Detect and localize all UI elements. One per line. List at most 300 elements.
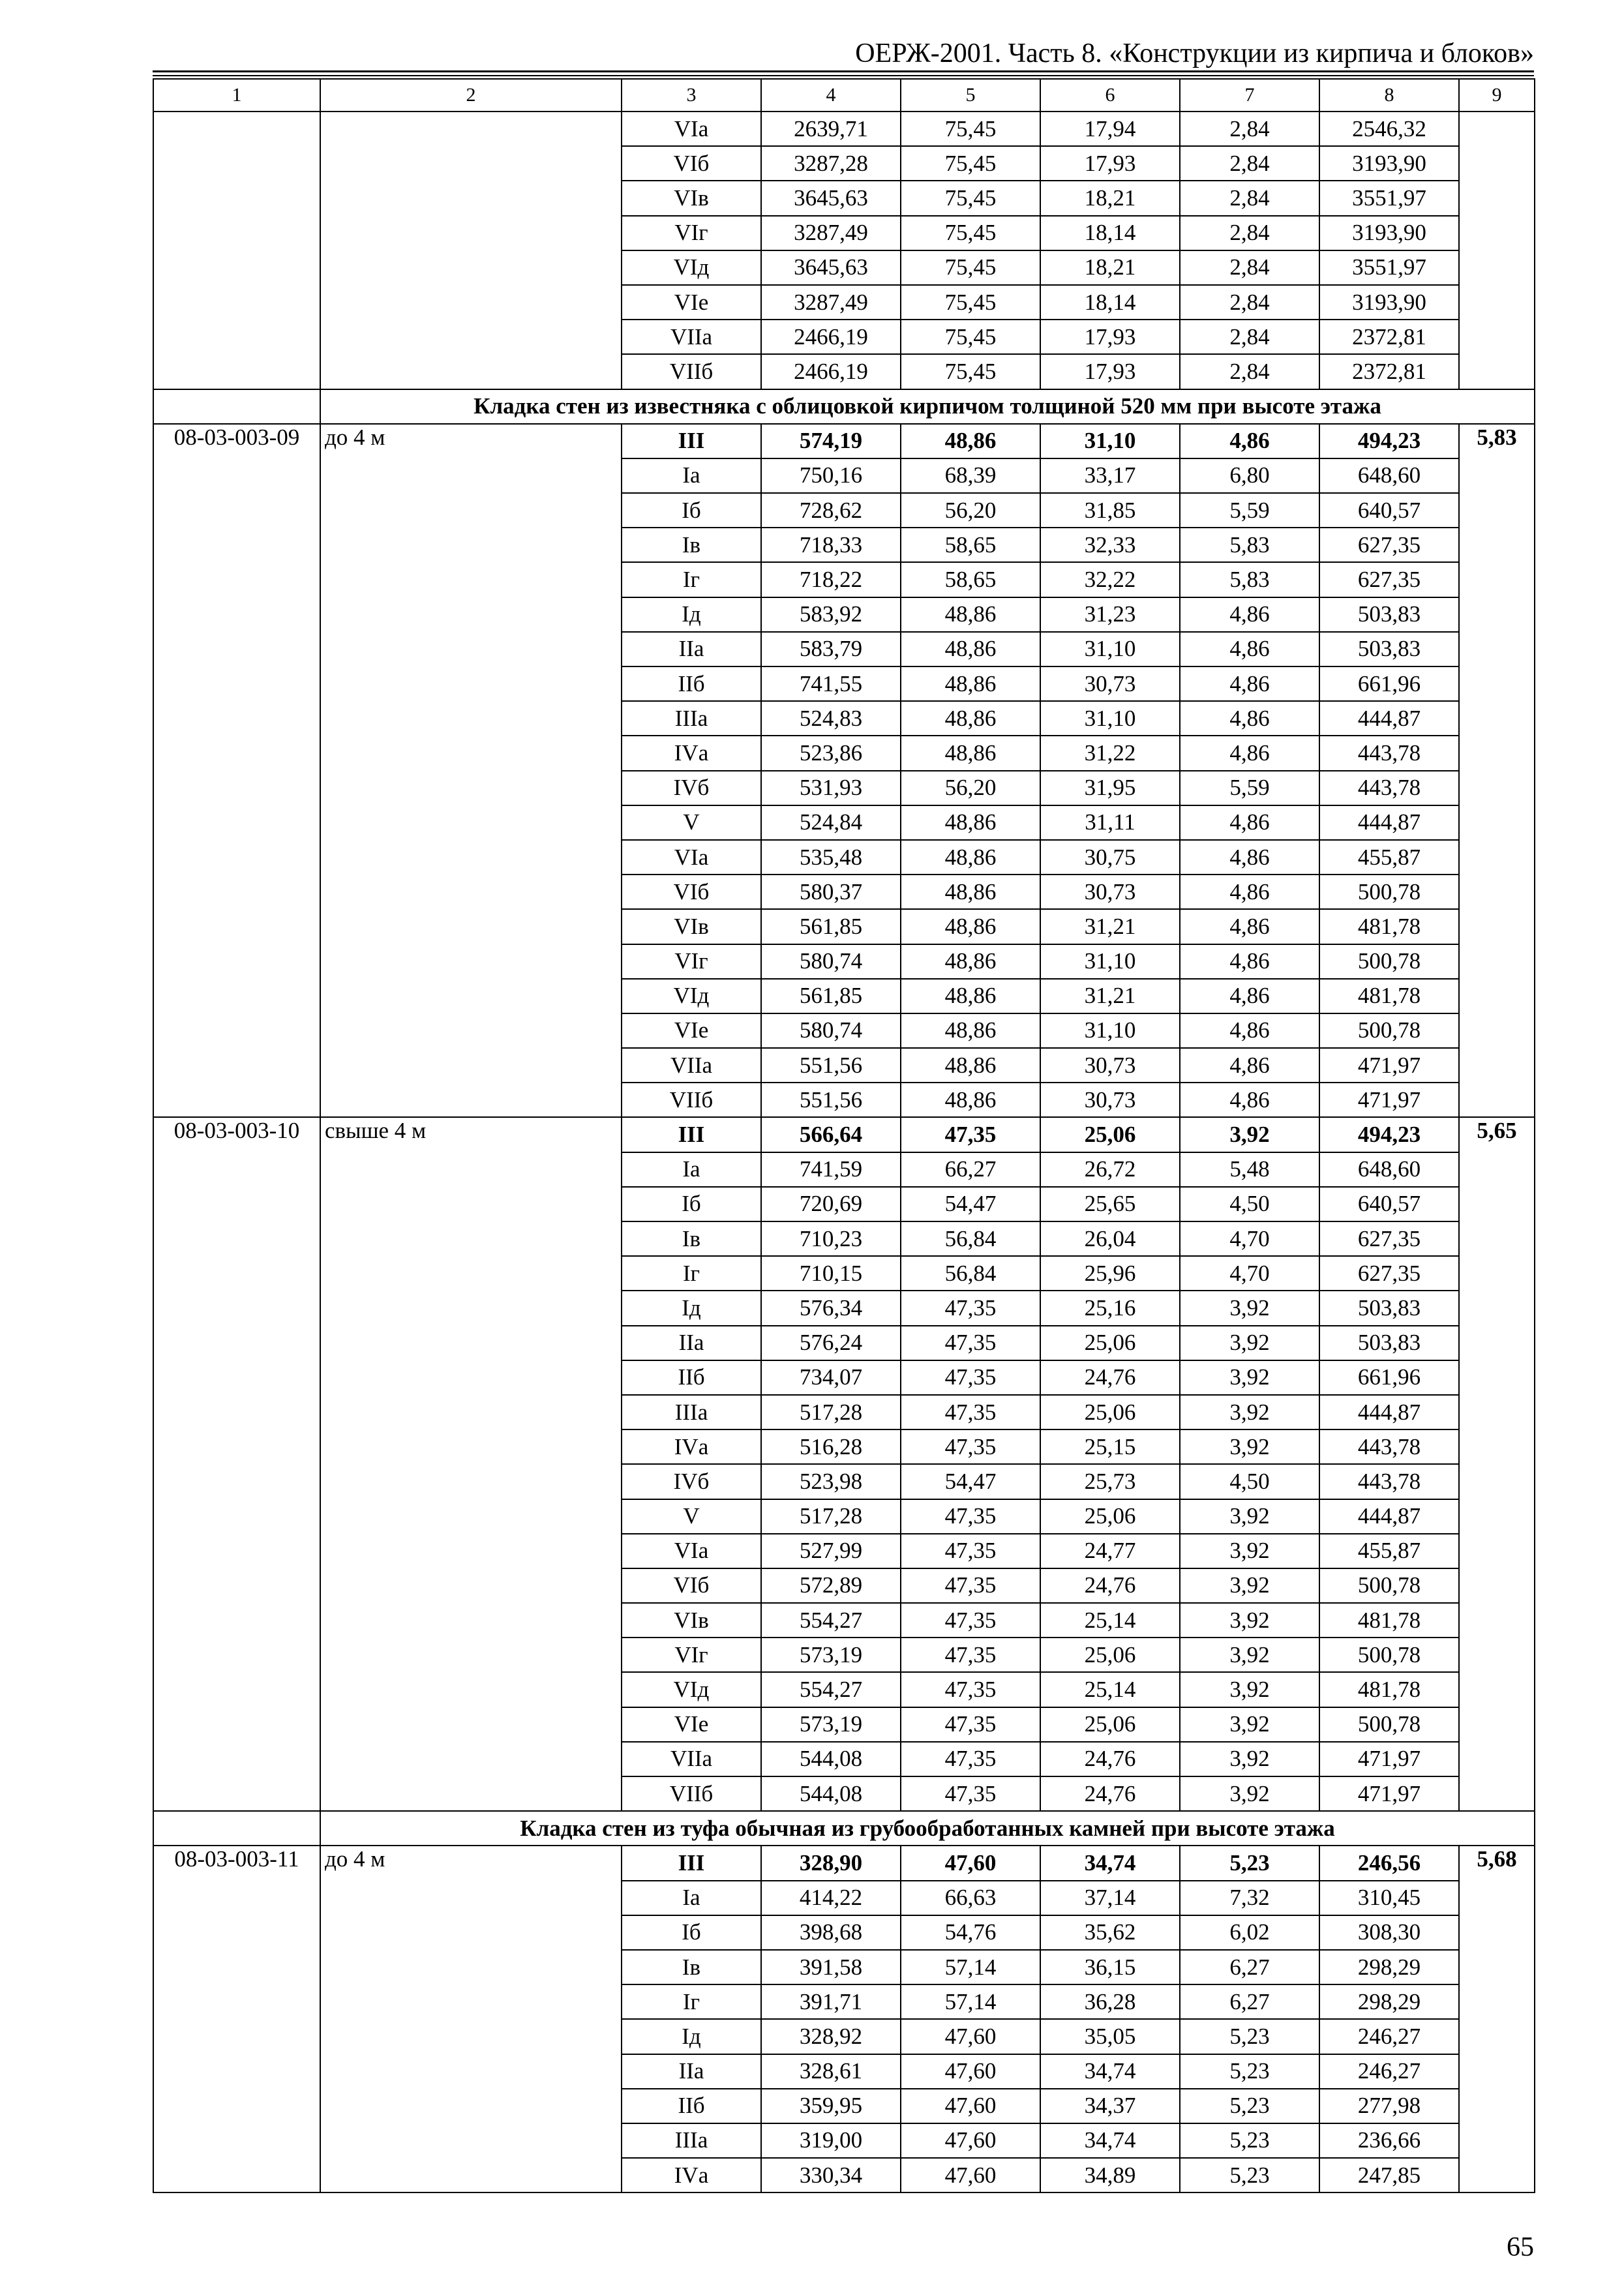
column-number-row (153, 79, 1535, 112)
value-cell: 277,98 (1319, 2089, 1459, 2123)
value-cell: 3,92 (1180, 1360, 1319, 1395)
zone-cell: Iб (622, 1915, 761, 1950)
value-cell: 4,86 (1180, 979, 1319, 1013)
value-cell: 443,78 (1319, 1429, 1459, 1464)
column-number: 7 (1180, 79, 1319, 112)
value-cell: 4,86 (1180, 632, 1319, 666)
zone-cell: Iд (622, 2019, 761, 2054)
zone-cell: VIв (622, 181, 761, 215)
zone-cell: IIб (622, 666, 761, 701)
value-cell: 31,95 (1040, 771, 1180, 805)
value-cell: 328,61 (761, 2054, 901, 2089)
value-cell: 6,27 (1180, 1984, 1319, 2019)
value-cell: 2466,19 (761, 354, 901, 389)
value-cell: 36,28 (1040, 1984, 1180, 2019)
value-cell: 34,74 (1040, 1846, 1180, 1880)
value-cell: 34,74 (1040, 2123, 1180, 2158)
value-cell: 56,84 (901, 1221, 1040, 1256)
value-cell: 47,35 (901, 1395, 1040, 1429)
value-cell: 503,83 (1319, 1291, 1459, 1325)
value-cell: 640,57 (1319, 1187, 1459, 1221)
value-cell: 75,45 (901, 285, 1040, 320)
value-cell: 25,06 (1040, 1395, 1180, 1429)
page-number: 65 (1507, 2232, 1534, 2262)
value-cell: 2,84 (1180, 320, 1319, 354)
value-cell: 4,86 (1180, 701, 1319, 736)
zone-cell: IVб (622, 771, 761, 805)
value-cell: 47,35 (901, 1326, 1040, 1360)
zone-cell: Iв (622, 1950, 761, 1984)
value-cell: 25,16 (1040, 1291, 1180, 1325)
value-cell: 3,92 (1180, 1707, 1319, 1742)
rate-code: 08-03-003-11 (153, 1846, 320, 2192)
value-cell: 574,19 (761, 424, 901, 458)
value-cell: 246,27 (1319, 2019, 1459, 2054)
value-cell: 47,35 (901, 1429, 1040, 1464)
labor-cost-cell: 5,65 (1459, 1117, 1535, 1811)
value-cell: 580,74 (761, 1013, 901, 1048)
section-heading: Кладка стен из туфа обычная из грубообработанных камней при высоте этажа (320, 1811, 1535, 1846)
table-row (153, 1117, 1535, 1152)
value-cell: 455,87 (1319, 1534, 1459, 1568)
value-cell: 25,14 (1040, 1603, 1180, 1638)
value-cell: 3,92 (1180, 1672, 1319, 1707)
zone-cell: Iд (622, 597, 761, 632)
zone-cell: VIв (622, 1603, 761, 1638)
value-cell: 75,45 (901, 250, 1040, 285)
zone-cell: Iб (622, 1187, 761, 1221)
value-cell: 4,86 (1180, 909, 1319, 944)
value-cell: 648,60 (1319, 458, 1459, 493)
value-cell: 627,35 (1319, 1256, 1459, 1291)
value-cell: 391,71 (761, 1984, 901, 2019)
value-cell: 455,87 (1319, 840, 1459, 875)
value-cell: 583,92 (761, 597, 901, 632)
value-cell: 527,99 (761, 1534, 901, 1568)
value-cell: 75,45 (901, 146, 1040, 181)
value-cell: 24,76 (1040, 1568, 1180, 1603)
floor-height (320, 112, 622, 389)
value-cell: 6,80 (1180, 458, 1319, 493)
value-cell: 34,74 (1040, 2054, 1180, 2089)
zone-cell: IIа (622, 2054, 761, 2089)
value-cell: 24,76 (1040, 1360, 1180, 1395)
value-cell: 32,22 (1040, 562, 1180, 597)
section-empty-cell (153, 1811, 320, 1846)
value-cell: 5,23 (1180, 1846, 1319, 1880)
value-cell: 319,00 (761, 2123, 901, 2158)
value-cell: 3287,28 (761, 146, 901, 181)
value-cell: 25,06 (1040, 1326, 1180, 1360)
price-table (153, 78, 1535, 2193)
value-cell: 48,86 (901, 1083, 1040, 1117)
value-cell: 25,06 (1040, 1638, 1180, 1672)
value-cell: 48,86 (901, 840, 1040, 875)
value-cell: 2,84 (1180, 146, 1319, 181)
value-cell: 25,06 (1040, 1499, 1180, 1534)
value-cell: 5,59 (1180, 771, 1319, 805)
value-cell: 2639,71 (761, 112, 901, 146)
value-cell: 18,21 (1040, 181, 1180, 215)
value-cell: 471,97 (1319, 1742, 1459, 1776)
value-cell: 34,37 (1040, 2089, 1180, 2123)
zone-cell: VIа (622, 112, 761, 146)
value-cell: 640,57 (1319, 493, 1459, 528)
value-cell: 573,19 (761, 1638, 901, 1672)
value-cell: 48,86 (901, 909, 1040, 944)
value-cell: 661,96 (1319, 1360, 1459, 1395)
zone-cell: IIа (622, 1326, 761, 1360)
value-cell: 627,35 (1319, 562, 1459, 597)
zone-cell: VIд (622, 979, 761, 1013)
value-cell: 3,92 (1180, 1291, 1319, 1325)
value-cell: 5,23 (1180, 2123, 1319, 2158)
value-cell: 31,10 (1040, 424, 1180, 458)
zone-cell: III (622, 1117, 761, 1152)
value-cell: 561,85 (761, 979, 901, 1013)
value-cell: 25,73 (1040, 1464, 1180, 1499)
value-cell: 48,86 (901, 666, 1040, 701)
value-cell: 4,86 (1180, 875, 1319, 909)
value-cell: 54,47 (901, 1187, 1040, 1221)
value-cell: 3551,97 (1319, 181, 1459, 215)
value-cell: 3193,90 (1319, 216, 1459, 250)
value-cell: 47,35 (901, 1568, 1040, 1603)
column-number: 1 (153, 79, 320, 112)
value-cell: 2546,32 (1319, 112, 1459, 146)
value-cell: 471,97 (1319, 1776, 1459, 1811)
zone-cell: VIIб (622, 1776, 761, 1811)
zone-cell: Iд (622, 1291, 761, 1325)
zone-cell: VIIа (622, 320, 761, 354)
zone-cell: IVа (622, 2158, 761, 2192)
value-cell: 47,35 (901, 1360, 1040, 1395)
value-cell: 25,06 (1040, 1117, 1180, 1152)
value-cell: 494,23 (1319, 1117, 1459, 1152)
value-cell: 535,48 (761, 840, 901, 875)
value-cell: 34,89 (1040, 2158, 1180, 2192)
zone-cell: IIа (622, 632, 761, 666)
value-cell: 5,59 (1180, 493, 1319, 528)
value-cell: 3,92 (1180, 1534, 1319, 1568)
value-cell: 481,78 (1319, 979, 1459, 1013)
value-cell: 31,10 (1040, 701, 1180, 736)
value-cell: 47,35 (901, 1707, 1040, 1742)
zone-cell: IIIа (622, 701, 761, 736)
page-header-title: ОЕРЖ-2001. Часть 8. «Конструкции из кирпича и блоков» (855, 38, 1534, 68)
value-cell: 5,48 (1180, 1152, 1319, 1187)
value-cell: 18,14 (1040, 216, 1180, 250)
value-cell: 5,23 (1180, 2019, 1319, 2054)
value-cell: 503,83 (1319, 632, 1459, 666)
value-cell: 391,58 (761, 1950, 901, 1984)
value-cell: 47,35 (901, 1291, 1040, 1325)
value-cell: 566,64 (761, 1117, 901, 1152)
value-cell: 4,86 (1180, 805, 1319, 840)
labor-cost-cell: 5,68 (1459, 1846, 1535, 2192)
value-cell: 481,78 (1319, 909, 1459, 944)
value-cell: 561,85 (761, 909, 901, 944)
value-cell: 298,29 (1319, 1984, 1459, 2019)
zone-cell: VIб (622, 1568, 761, 1603)
value-cell: 57,14 (901, 1984, 1040, 2019)
value-cell: 25,06 (1040, 1707, 1180, 1742)
value-cell: 4,86 (1180, 1013, 1319, 1048)
value-cell: 33,17 (1040, 458, 1180, 493)
value-cell: 523,98 (761, 1464, 901, 1499)
value-cell: 580,37 (761, 875, 901, 909)
zone-cell: VIа (622, 840, 761, 875)
value-cell: 718,22 (761, 562, 901, 597)
value-cell: 3,92 (1180, 1429, 1319, 1464)
zone-cell: VIг (622, 1638, 761, 1672)
value-cell: 47,60 (901, 2089, 1040, 2123)
value-cell: 54,76 (901, 1915, 1040, 1950)
value-cell: 7,32 (1180, 1881, 1319, 1915)
value-cell: 30,73 (1040, 875, 1180, 909)
value-cell: 661,96 (1319, 666, 1459, 701)
rate-code: 08-03-003-10 (153, 1117, 320, 1811)
value-cell: 3,92 (1180, 1326, 1319, 1360)
value-cell: 710,23 (761, 1221, 901, 1256)
value-cell: 310,45 (1319, 1881, 1459, 1915)
value-cell: 444,87 (1319, 701, 1459, 736)
value-cell: 4,86 (1180, 1083, 1319, 1117)
value-cell: 47,35 (901, 1534, 1040, 1568)
value-cell: 524,84 (761, 805, 901, 840)
value-cell: 3,92 (1180, 1776, 1319, 1811)
zone-cell: IIIа (622, 1395, 761, 1429)
value-cell: 48,86 (901, 597, 1040, 632)
column-number: 9 (1459, 79, 1535, 112)
value-cell: 500,78 (1319, 1013, 1459, 1048)
value-cell: 4,86 (1180, 944, 1319, 979)
zone-cell: IVб (622, 1464, 761, 1499)
value-cell: 5,23 (1180, 2089, 1319, 2123)
value-cell: 517,28 (761, 1499, 901, 1534)
value-cell: 247,85 (1319, 2158, 1459, 2192)
value-cell: 500,78 (1319, 1638, 1459, 1672)
table-body (153, 79, 1535, 2192)
value-cell: 554,27 (761, 1672, 901, 1707)
value-cell: 32,33 (1040, 528, 1180, 562)
value-cell: 31,22 (1040, 736, 1180, 770)
value-cell: 576,24 (761, 1326, 901, 1360)
zone-cell: Iа (622, 458, 761, 493)
value-cell: 328,90 (761, 1846, 901, 1880)
section-heading: Кладка стен из известняка с облицовкой кирпичом толщиной 520 мм при высоте этажа (320, 389, 1535, 424)
value-cell: 30,73 (1040, 1083, 1180, 1117)
value-cell: 17,93 (1040, 354, 1180, 389)
table-row (153, 424, 1535, 458)
zone-cell: VIб (622, 146, 761, 181)
floor-height: до 4 м (320, 1846, 622, 2192)
zone-cell: VIе (622, 1013, 761, 1048)
floor-height: до 4 м (320, 424, 622, 1118)
value-cell: 648,60 (1319, 1152, 1459, 1187)
value-cell: 6,27 (1180, 1950, 1319, 1984)
zone-cell: VIг (622, 216, 761, 250)
value-cell: 583,79 (761, 632, 901, 666)
value-cell: 17,93 (1040, 320, 1180, 354)
zone-cell: IVа (622, 736, 761, 770)
zone-cell: Iа (622, 1152, 761, 1187)
value-cell: 398,68 (761, 1915, 901, 1950)
value-cell: 47,60 (901, 2123, 1040, 2158)
value-cell: 25,65 (1040, 1187, 1180, 1221)
value-cell: 246,27 (1319, 2054, 1459, 2089)
value-cell: 554,27 (761, 1603, 901, 1638)
value-cell: 5,23 (1180, 2054, 1319, 2089)
value-cell: 31,85 (1040, 493, 1180, 528)
value-cell: 3,92 (1180, 1638, 1319, 1672)
value-cell: 500,78 (1319, 944, 1459, 979)
value-cell: 741,59 (761, 1152, 901, 1187)
value-cell: 500,78 (1319, 875, 1459, 909)
value-cell: 576,34 (761, 1291, 901, 1325)
zone-cell: Iа (622, 1881, 761, 1915)
value-cell: 443,78 (1319, 771, 1459, 805)
header-rule (153, 70, 1534, 72)
zone-cell: IIб (622, 2089, 761, 2123)
zone-cell: VIIб (622, 354, 761, 389)
value-cell: 4,86 (1180, 666, 1319, 701)
value-cell: 298,29 (1319, 1950, 1459, 1984)
value-cell: 24,76 (1040, 1742, 1180, 1776)
zone-cell: Iг (622, 562, 761, 597)
column-number: 2 (320, 79, 622, 112)
value-cell: 734,07 (761, 1360, 901, 1395)
value-cell: 2466,19 (761, 320, 901, 354)
value-cell: 35,62 (1040, 1915, 1180, 1950)
value-cell: 4,70 (1180, 1221, 1319, 1256)
value-cell: 524,83 (761, 701, 901, 736)
value-cell: 24,77 (1040, 1534, 1180, 1568)
value-cell: 2372,81 (1319, 354, 1459, 389)
value-cell: 31,10 (1040, 944, 1180, 979)
value-cell: 481,78 (1319, 1672, 1459, 1707)
value-cell: 4,86 (1180, 597, 1319, 632)
value-cell: 544,08 (761, 1776, 901, 1811)
value-cell: 31,21 (1040, 979, 1180, 1013)
value-cell: 500,78 (1319, 1707, 1459, 1742)
value-cell: 47,60 (901, 2054, 1040, 2089)
zone-cell: V (622, 1499, 761, 1534)
value-cell: 35,05 (1040, 2019, 1180, 2054)
zone-cell: VIг (622, 944, 761, 979)
value-cell: 3287,49 (761, 216, 901, 250)
zone-cell: III (622, 424, 761, 458)
value-cell: 627,35 (1319, 528, 1459, 562)
value-cell: 3645,63 (761, 250, 901, 285)
column-number: 4 (761, 79, 901, 112)
value-cell: 56,20 (901, 771, 1040, 805)
value-cell: 31,23 (1040, 597, 1180, 632)
value-cell: 25,14 (1040, 1672, 1180, 1707)
value-cell: 308,30 (1319, 1915, 1459, 1950)
value-cell: 48,86 (901, 736, 1040, 770)
value-cell: 75,45 (901, 181, 1040, 215)
section-heading-row (153, 1811, 1535, 1846)
zone-cell: Iг (622, 1984, 761, 2019)
value-cell: 75,45 (901, 112, 1040, 146)
value-cell: 47,60 (901, 1846, 1040, 1880)
labor-cost-cell (1459, 112, 1535, 389)
value-cell: 26,04 (1040, 1221, 1180, 1256)
value-cell: 328,92 (761, 2019, 901, 2054)
value-cell: 503,83 (1319, 1326, 1459, 1360)
value-cell: 48,86 (901, 875, 1040, 909)
value-cell: 6,02 (1180, 1915, 1319, 1950)
value-cell: 236,66 (1319, 2123, 1459, 2158)
section-heading-row (153, 389, 1535, 424)
value-cell: 443,78 (1319, 736, 1459, 770)
value-cell: 48,86 (901, 1048, 1040, 1083)
value-cell: 720,69 (761, 1187, 901, 1221)
value-cell: 48,86 (901, 944, 1040, 979)
value-cell: 503,83 (1319, 597, 1459, 632)
value-cell: 3287,49 (761, 285, 901, 320)
value-cell: 2,84 (1180, 250, 1319, 285)
value-cell: 30,73 (1040, 666, 1180, 701)
value-cell: 68,39 (901, 458, 1040, 493)
value-cell: 48,86 (901, 979, 1040, 1013)
value-cell: 573,19 (761, 1707, 901, 1742)
value-cell: 523,86 (761, 736, 901, 770)
zone-cell: Iб (622, 493, 761, 528)
value-cell: 2,84 (1180, 112, 1319, 146)
value-cell: 3193,90 (1319, 285, 1459, 320)
zone-cell: VIIб (622, 1083, 761, 1117)
zone-cell: V (622, 805, 761, 840)
value-cell: 47,35 (901, 1117, 1040, 1152)
section-empty-cell (153, 389, 320, 424)
value-cell: 17,94 (1040, 112, 1180, 146)
value-cell: 246,56 (1319, 1846, 1459, 1880)
value-cell: 56,20 (901, 493, 1040, 528)
value-cell: 3551,97 (1319, 250, 1459, 285)
value-cell: 48,86 (901, 632, 1040, 666)
value-cell: 2,84 (1180, 285, 1319, 320)
value-cell: 56,84 (901, 1256, 1040, 1291)
value-cell: 551,56 (761, 1048, 901, 1083)
value-cell: 47,35 (901, 1499, 1040, 1534)
zone-cell: III (622, 1846, 761, 1880)
value-cell: 47,60 (901, 2158, 1040, 2192)
value-cell: 66,63 (901, 1881, 1040, 1915)
value-cell: 516,28 (761, 1429, 901, 1464)
zone-cell: VIIа (622, 1742, 761, 1776)
column-number: 5 (901, 79, 1040, 112)
value-cell: 75,45 (901, 354, 1040, 389)
value-cell: 25,15 (1040, 1429, 1180, 1464)
value-cell: 4,70 (1180, 1256, 1319, 1291)
value-cell: 580,74 (761, 944, 901, 979)
value-cell: 75,45 (901, 216, 1040, 250)
value-cell: 444,87 (1319, 805, 1459, 840)
value-cell: 47,35 (901, 1638, 1040, 1672)
value-cell: 24,76 (1040, 1776, 1180, 1811)
value-cell: 66,27 (901, 1152, 1040, 1187)
zone-cell: IIб (622, 1360, 761, 1395)
zone-cell: IIIа (622, 2123, 761, 2158)
value-cell: 5,23 (1180, 2158, 1319, 2192)
value-cell: 3,92 (1180, 1395, 1319, 1429)
value-cell: 572,89 (761, 1568, 901, 1603)
value-cell: 47,35 (901, 1603, 1040, 1638)
value-cell: 551,56 (761, 1083, 901, 1117)
value-cell: 3193,90 (1319, 146, 1459, 181)
